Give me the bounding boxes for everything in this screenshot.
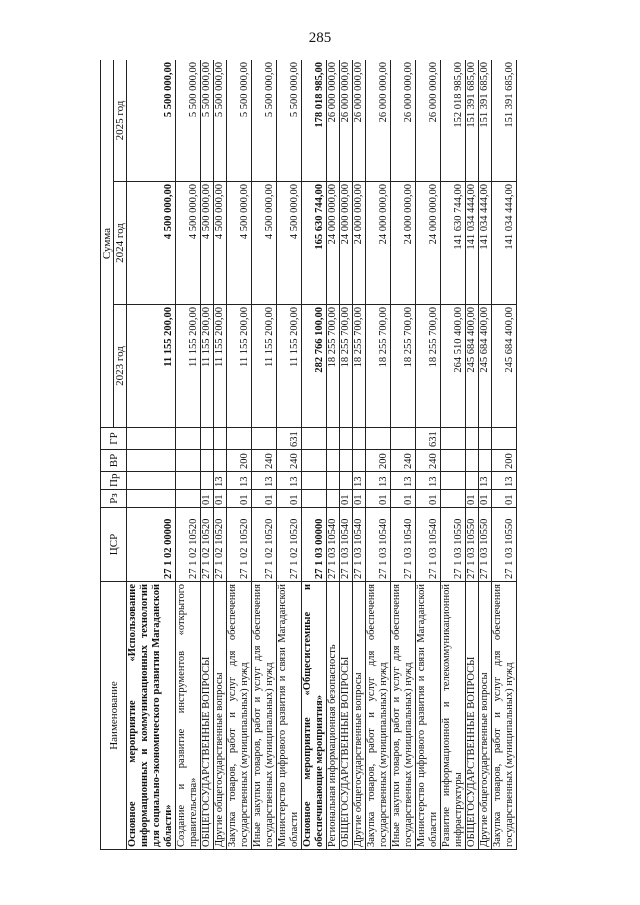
row-rz: 01 — [416, 490, 441, 508]
table-row — [391, 60, 416, 850]
row-rz: 01 — [391, 490, 416, 508]
row-2024: 4 500 000,00 — [252, 182, 277, 305]
header-rz: Рз — [101, 490, 127, 508]
table-row — [302, 60, 327, 850]
row-vr — [176, 450, 201, 472]
row-2024: 141 630 744,00 — [441, 182, 466, 305]
row-2025: 26 000 000,00 — [416, 60, 441, 182]
row-2025: 26 000 000,00 — [391, 60, 416, 182]
row-vr — [340, 450, 353, 472]
row-2024: 165 630 744,00 — [302, 182, 327, 305]
row-2023: 18 255 700,00 — [327, 305, 340, 428]
row-csr: 27 1 02 10520 — [176, 508, 201, 582]
row-2023: 245 684 400,00 — [466, 305, 479, 428]
row-name: Министерство цифрового развития и связи Магаданской области — [277, 582, 302, 850]
header-pr: Пр — [101, 472, 127, 490]
row-pr — [176, 472, 201, 490]
row-gr — [214, 428, 227, 450]
row-2024: 4 500 000,00 — [277, 182, 302, 305]
row-2024: 24 000 000,00 — [353, 182, 366, 305]
row-csr: 27 1 03 10550 — [479, 508, 492, 582]
header-2023: 2023 год — [114, 305, 127, 428]
row-rz: 01 — [340, 490, 353, 508]
row-pr — [340, 472, 353, 490]
row-2023: 11 155 200,00 — [214, 305, 227, 428]
row-csr: 27 1 03 10550 — [441, 508, 466, 582]
row-2025: 5 500 000,00 — [227, 60, 252, 182]
row-2025: 5 500 000,00 — [127, 60, 176, 182]
row-name: Закупка товаров, работ и услуг для обеспечения государственных (муниципальных) нужд — [227, 582, 252, 850]
row-2024: 4 500 000,00 — [214, 182, 227, 305]
row-vr — [214, 450, 227, 472]
row-vr: 200 — [492, 450, 517, 472]
row-pr: 13 — [227, 472, 252, 490]
row-csr: 27 1 03 10540 — [353, 508, 366, 582]
row-name: Основное мероприятие «Общесистемные и обеспечивающие мероприятия» — [302, 582, 327, 850]
row-2025: 26 000 000,00 — [353, 60, 366, 182]
row-rz: 01 — [201, 490, 214, 508]
row-2023: 11 155 200,00 — [252, 305, 277, 428]
row-name: ОБЩЕГОСУДАРСТВЕННЫЕ ВОПРОСЫ — [201, 582, 214, 850]
row-2025: 151 391 685,00 — [466, 60, 479, 182]
row-2024: 141 034 444,00 — [479, 182, 492, 305]
row-2024: 4 500 000,00 — [227, 182, 252, 305]
table-row — [127, 60, 176, 850]
row-csr: 27 1 02 10520 — [252, 508, 277, 582]
row-pr — [441, 472, 466, 490]
row-vr — [327, 450, 340, 472]
row-2024: 4 500 000,00 — [201, 182, 214, 305]
table-row — [466, 60, 479, 850]
rotated-table-wrapper — [100, 60, 590, 850]
row-rz: 01 — [214, 490, 227, 508]
row-rz — [302, 490, 327, 508]
row-2024: 24 000 000,00 — [366, 182, 391, 305]
row-vr: 200 — [366, 450, 391, 472]
row-2023: 18 255 700,00 — [353, 305, 366, 428]
row-2023: 18 255 700,00 — [340, 305, 353, 428]
row-rz: 01 — [492, 490, 517, 508]
row-gr — [302, 428, 327, 450]
row-vr: 240 — [277, 450, 302, 472]
row-csr: 27 1 03 10540 — [391, 508, 416, 582]
table-row — [252, 60, 277, 850]
row-csr: 27 1 03 10540 — [366, 508, 391, 582]
row-rz — [176, 490, 201, 508]
row-vr — [466, 450, 479, 472]
row-gr: 631 — [416, 428, 441, 450]
table-row — [340, 60, 353, 850]
header-2025: 2025 год — [114, 60, 127, 182]
row-vr: 240 — [416, 450, 441, 472]
row-2023: 18 255 700,00 — [391, 305, 416, 428]
row-2025: 26 000 000,00 — [327, 60, 340, 182]
row-pr — [127, 472, 176, 490]
header-row-1 — [101, 60, 114, 850]
row-gr — [340, 428, 353, 450]
header-gr: ГР — [101, 428, 127, 450]
row-pr: 13 — [416, 472, 441, 490]
row-pr: 13 — [391, 472, 416, 490]
table-row — [201, 60, 214, 850]
row-gr — [252, 428, 277, 450]
row-csr: 27 1 03 10540 — [327, 508, 340, 582]
row-gr — [127, 428, 176, 450]
row-2025: 5 500 000,00 — [277, 60, 302, 182]
header-vr: ВР — [101, 450, 127, 472]
row-2024: 24 000 000,00 — [391, 182, 416, 305]
row-rz: 01 — [479, 490, 492, 508]
row-name: Другие общегосударственные вопросы — [214, 582, 227, 850]
table-row — [441, 60, 466, 850]
row-rz: 01 — [466, 490, 479, 508]
row-csr: 27 1 03 00000 — [302, 508, 327, 582]
table-row — [416, 60, 441, 850]
row-name: Закупка товаров, работ и услуг для обеспечения государственных (муниципальных) нужд — [492, 582, 517, 850]
row-2024: 4 500 000,00 — [127, 182, 176, 305]
row-pr: 13 — [252, 472, 277, 490]
table-row — [492, 60, 517, 850]
row-csr: 27 1 02 10520 — [214, 508, 227, 582]
row-gr — [227, 428, 252, 450]
row-2025: 178 018 985,00 — [302, 60, 327, 182]
table-row — [277, 60, 302, 850]
table-row — [366, 60, 391, 850]
row-gr — [466, 428, 479, 450]
table-row — [353, 60, 366, 850]
row-pr: 13 — [214, 472, 227, 490]
row-2025: 26 000 000,00 — [366, 60, 391, 182]
row-name: Создание и развитие инструментов «открытого правительства» — [176, 582, 201, 850]
row-vr — [479, 450, 492, 472]
row-name: Другие общегосударственные вопросы — [353, 582, 366, 850]
budget-table — [100, 60, 517, 850]
header-csr: ЦСР — [101, 508, 127, 582]
row-vr — [201, 450, 214, 472]
row-vr: 240 — [391, 450, 416, 472]
row-rz: 01 — [252, 490, 277, 508]
row-2023: 18 255 700,00 — [416, 305, 441, 428]
table-row — [176, 60, 201, 850]
row-gr — [327, 428, 340, 450]
header-name: Наименование — [101, 582, 127, 850]
row-2024: 4 500 000,00 — [176, 182, 201, 305]
row-pr — [466, 472, 479, 490]
row-rz: 01 — [353, 490, 366, 508]
row-pr: 13 — [277, 472, 302, 490]
row-rz — [441, 490, 466, 508]
header-sum: Сумма — [101, 60, 114, 428]
row-name: Региональная информационная безопасность — [327, 582, 340, 850]
row-csr: 27 1 03 10550 — [466, 508, 479, 582]
row-name: Иные закупки товаров, работ и услуг для обеспечения государственных (муниципальных) нужд — [252, 582, 277, 850]
row-pr: 13 — [366, 472, 391, 490]
row-2023: 245 684 400,00 — [492, 305, 517, 428]
row-2025: 152 018 985,00 — [441, 60, 466, 182]
row-2025: 151 391 685,00 — [479, 60, 492, 182]
row-pr — [302, 472, 327, 490]
row-2024: 24 000 000,00 — [327, 182, 340, 305]
row-csr: 27 1 03 10550 — [492, 508, 517, 582]
row-vr — [441, 450, 466, 472]
row-name: Закупка товаров, работ и услуг для обеспечения государственных (муниципальных) нужд — [366, 582, 391, 850]
row-vr: 200 — [227, 450, 252, 472]
row-2023: 18 255 700,00 — [366, 305, 391, 428]
row-csr: 27 1 02 00000 — [127, 508, 176, 582]
row-gr — [353, 428, 366, 450]
row-gr — [479, 428, 492, 450]
row-2025: 5 500 000,00 — [176, 60, 201, 182]
row-gr — [441, 428, 466, 450]
row-csr: 27 1 03 10540 — [340, 508, 353, 582]
row-2023: 245 684 400,00 — [479, 305, 492, 428]
page-content — [100, 60, 590, 850]
row-rz — [327, 490, 340, 508]
row-vr — [302, 450, 327, 472]
row-2024: 24 000 000,00 — [340, 182, 353, 305]
table-row — [214, 60, 227, 850]
row-name: Развитие информационной и телекоммуникационной инфраструктуры — [441, 582, 466, 850]
page-number: 285 — [308, 30, 332, 46]
row-csr: 27 1 03 10540 — [416, 508, 441, 582]
row-rz: 01 — [277, 490, 302, 508]
row-name: Иные закупки товаров, работ и услуг для обеспечения государственных (муниципальных) нужд — [391, 582, 416, 850]
row-csr: 27 1 02 10520 — [201, 508, 214, 582]
row-vr — [353, 450, 366, 472]
row-2023: 11 155 200,00 — [277, 305, 302, 428]
table-row — [327, 60, 340, 850]
row-rz — [127, 490, 176, 508]
row-2024: 141 034 444,00 — [466, 182, 479, 305]
row-vr: 240 — [252, 450, 277, 472]
row-gr — [391, 428, 416, 450]
row-2023: 11 155 200,00 — [201, 305, 214, 428]
row-2024: 24 000 000,00 — [416, 182, 441, 305]
row-pr: 13 — [479, 472, 492, 490]
row-2023: 11 155 200,00 — [127, 305, 176, 428]
row-2025: 26 000 000,00 — [340, 60, 353, 182]
row-2023: 11 155 200,00 — [227, 305, 252, 428]
row-2025: 5 500 000,00 — [252, 60, 277, 182]
row-gr: 631 — [277, 428, 302, 450]
row-2025: 5 500 000,00 — [214, 60, 227, 182]
row-2023: 264 510 400,00 — [441, 305, 466, 428]
row-gr — [201, 428, 214, 450]
row-csr: 27 1 02 10520 — [277, 508, 302, 582]
table-row — [227, 60, 252, 850]
row-gr — [492, 428, 517, 450]
row-vr — [127, 450, 176, 472]
row-pr — [201, 472, 214, 490]
row-2025: 151 391 685,00 — [492, 60, 517, 182]
row-name: Министерство цифрового развития и связи Магаданской области — [416, 582, 441, 850]
row-2023: 282 766 100,00 — [302, 305, 327, 428]
table-body — [127, 60, 517, 850]
row-gr — [366, 428, 391, 450]
row-2025: 5 500 000,00 — [201, 60, 214, 182]
header-2024: 2024 год — [114, 182, 127, 305]
row-pr: 13 — [353, 472, 366, 490]
row-pr — [327, 472, 340, 490]
row-name: ОБЩЕГОСУДАРСТВЕННЫЕ ВОПРОСЫ — [466, 582, 479, 850]
row-rz: 01 — [366, 490, 391, 508]
row-rz: 01 — [227, 490, 252, 508]
row-name: Основное мероприятие «Использование информационных и коммуникационных технологий для социально-экономического развития Магаданской области» — [127, 582, 176, 850]
row-2023: 11 155 200,00 — [176, 305, 201, 428]
row-name: Другие общегосударственные вопросы — [479, 582, 492, 850]
table-row — [479, 60, 492, 850]
row-name: ОБЩЕГОСУДАРСТВЕННЫЕ ВОПРОСЫ — [340, 582, 353, 850]
row-gr — [176, 428, 201, 450]
row-csr: 27 1 02 10520 — [227, 508, 252, 582]
row-pr: 13 — [492, 472, 517, 490]
row-2024: 141 034 444,00 — [492, 182, 517, 305]
